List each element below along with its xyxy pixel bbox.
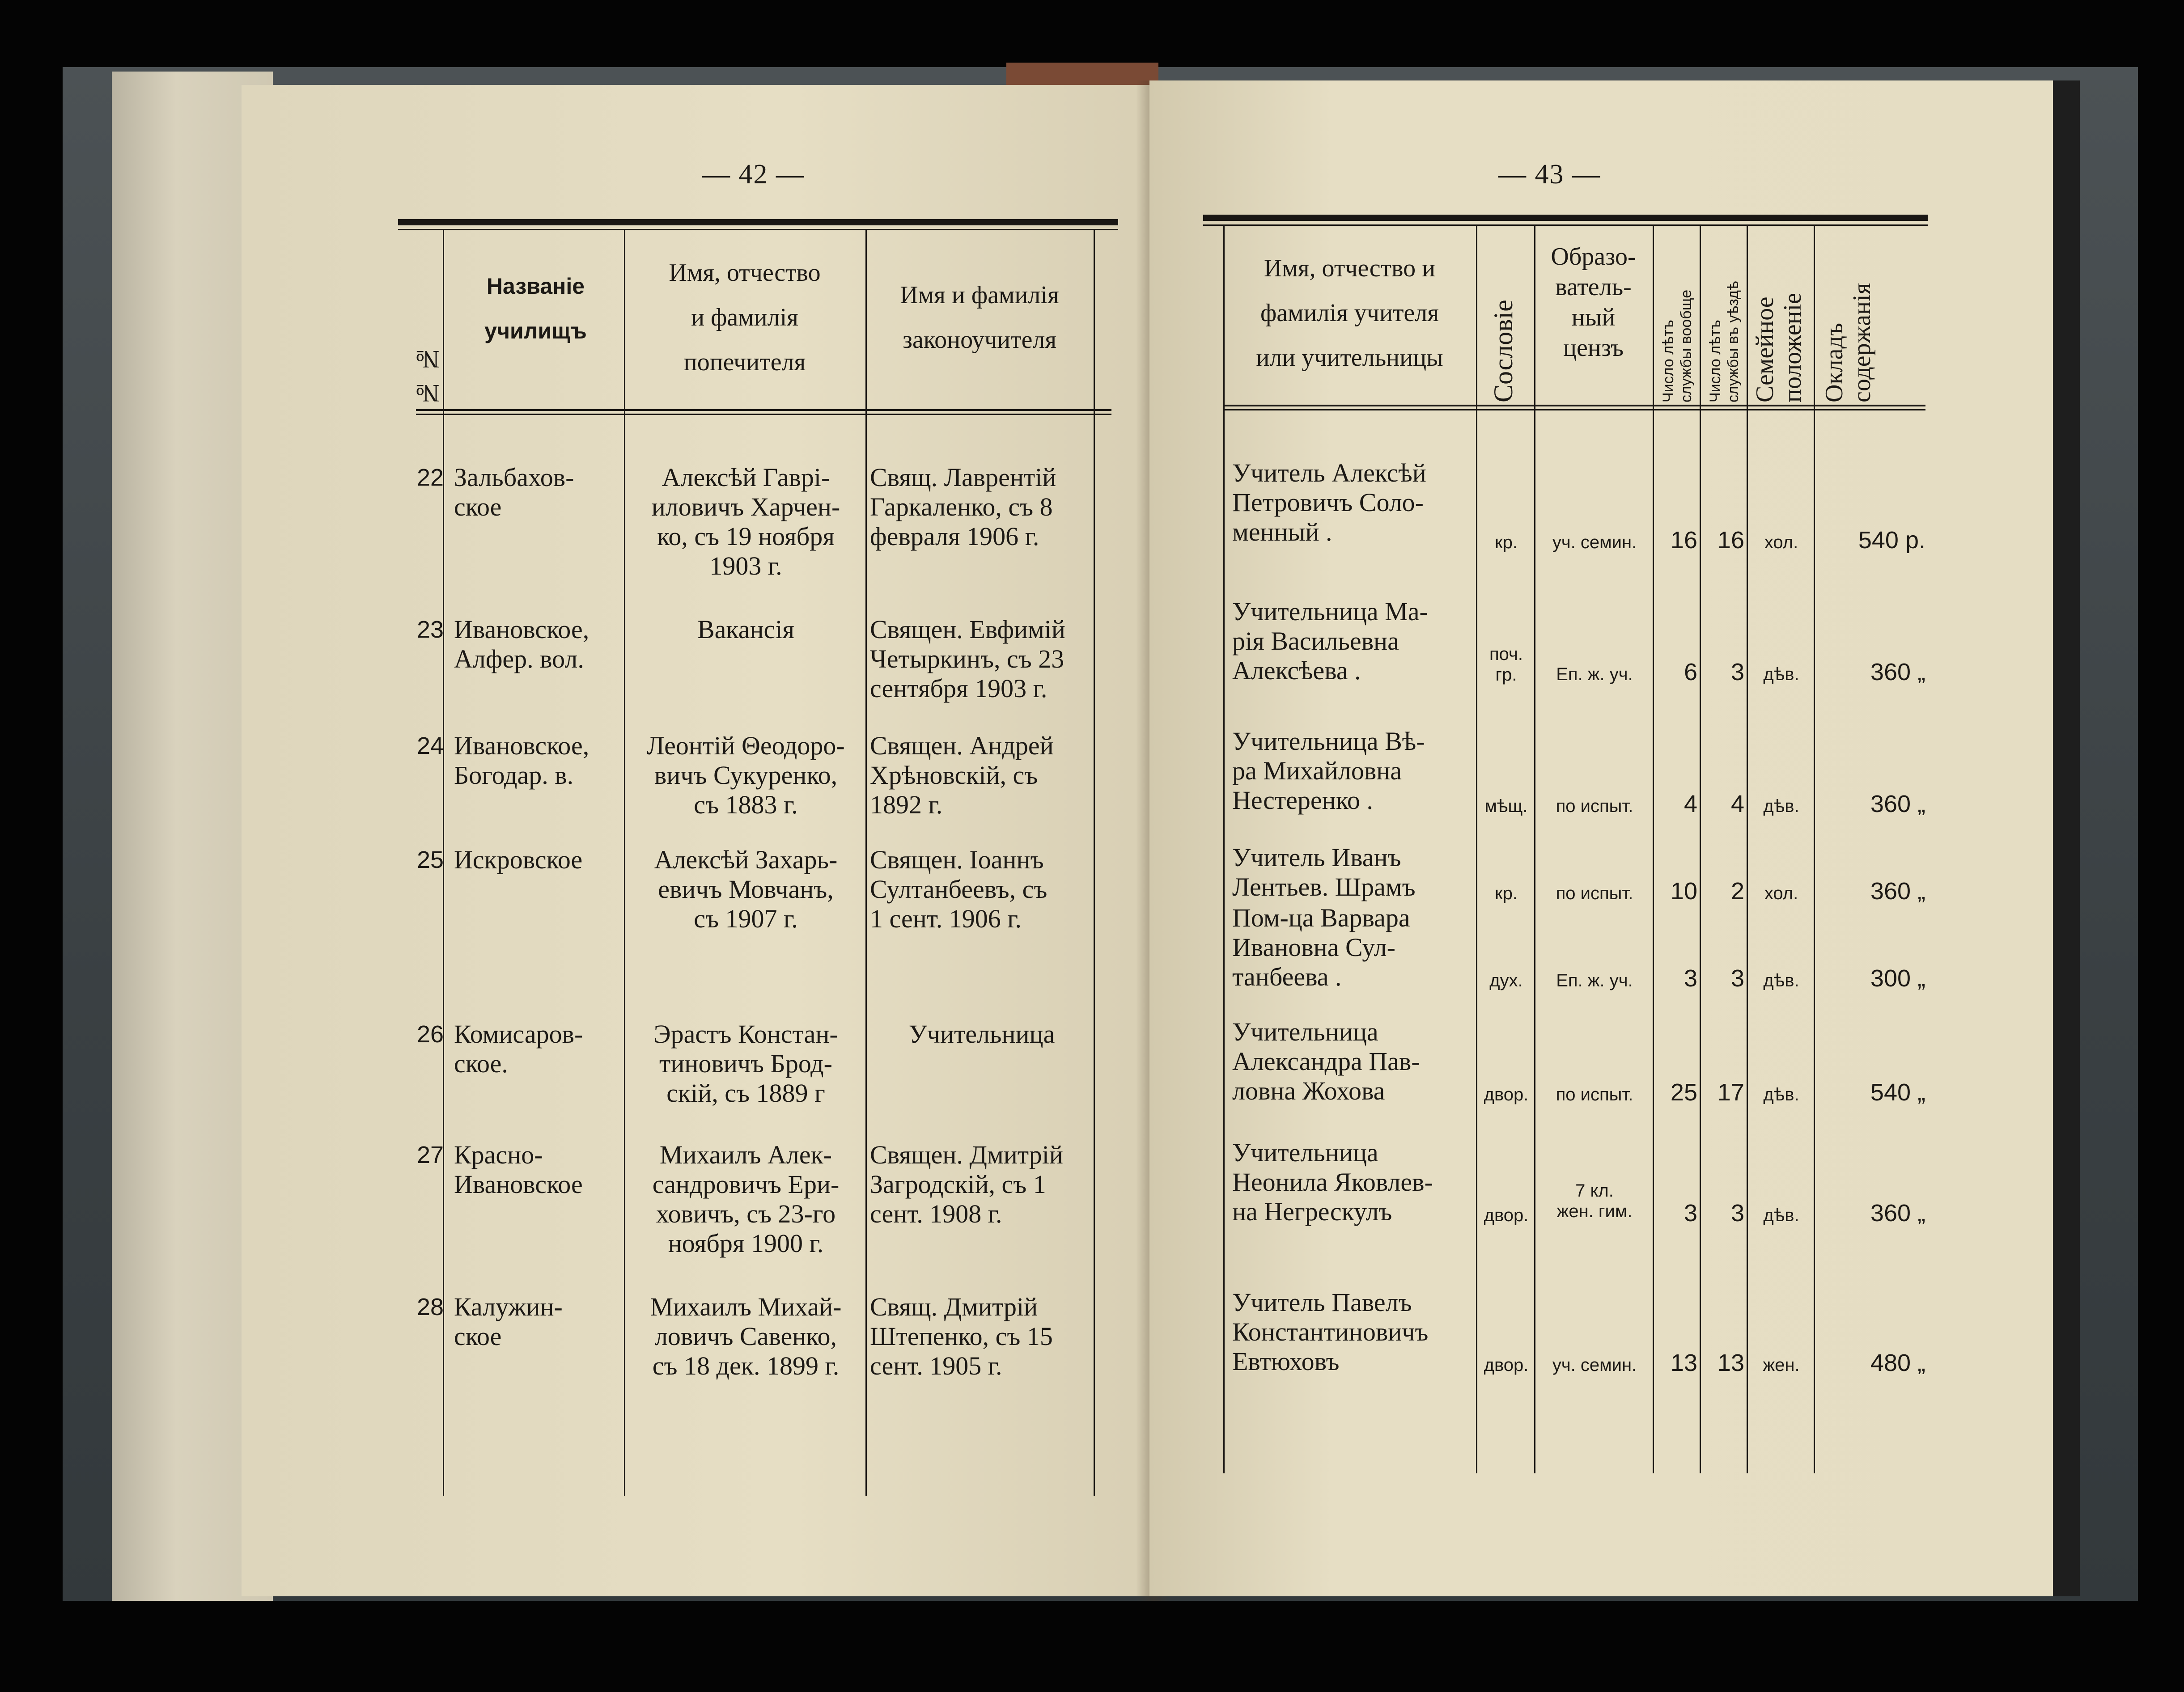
school-name: Калужин- ское: [454, 1292, 563, 1351]
years-district: 3: [1730, 1200, 1744, 1227]
estate: дух.: [1489, 971, 1523, 990]
column-divider: [865, 230, 867, 1496]
years-district: 17: [1717, 1079, 1744, 1106]
header-teacher: Имя, отчество и фамилія учителя или учительницы: [1256, 254, 1443, 372]
family-status: дѣв.: [1763, 971, 1799, 990]
education: по испыт.: [1556, 1085, 1633, 1104]
school-name: Искровское: [454, 845, 583, 874]
trustee-name: Алексѣй Гаврі- иловичъ Харчен- ко, съ 19 ноября 1903 г.: [651, 463, 840, 580]
estate: мѣщ.: [1484, 796, 1528, 816]
priest-name: Свящ. Дмитрій Штепенко, съ 15 сент. 1905 г.: [870, 1292, 1053, 1380]
years-total: 4: [1684, 791, 1697, 817]
years-district: 16: [1717, 527, 1744, 554]
row-number: 22: [417, 464, 444, 491]
years-total: 3: [1684, 965, 1697, 992]
page-number-left: — 42 —: [702, 159, 805, 190]
priest-name: Учительница: [908, 1019, 1055, 1049]
row-number: 23: [417, 616, 444, 643]
family-status: дѣв.: [1763, 796, 1799, 816]
left-page: [242, 85, 1154, 1596]
years-total: 10: [1670, 878, 1697, 905]
salary: 540 р.: [1858, 527, 1925, 554]
header-estate: Сословіе: [1489, 300, 1518, 402]
estate: кр.: [1495, 533, 1518, 552]
teacher-name: Учительница Александра Пав- ловна Жохова: [1232, 1017, 1420, 1105]
education: 7 кл. жен. гим.: [1556, 1181, 1633, 1221]
column-divider: [624, 230, 625, 1496]
header-years-district: Число лѣтъ службы въ уѣздѣ: [1707, 281, 1742, 402]
trustee-name: Леонтій Θеодоро- вичъ Сукуренко, съ 1883 г.: [647, 731, 845, 819]
estate: двор.: [1484, 1085, 1529, 1104]
header-trustee: Имя, отчество и фамилія попечителя: [669, 259, 821, 376]
priest-name: Священ. Андрей Хрѣновскій, съ 1892 г.: [870, 731, 1054, 819]
teacher-name: Учитель Иванъ Лентьев. Шрамъ: [1232, 843, 1416, 901]
priest-name: Священ. Іоаннъ Султанбеевъ, съ 1 сент. 1906 г.: [870, 845, 1047, 933]
years-total: 13: [1670, 1349, 1697, 1376]
priest-name: Священ. Евфимій Четыркинъ, съ 23 сентября 1903 г.: [870, 615, 1065, 703]
estate: поч. гр.: [1489, 644, 1523, 685]
priest-name: Свящ. Лаврентій Гаркаленко, съ 8 февраля 1906 г.: [870, 463, 1056, 551]
salary: 360 „: [1870, 1200, 1925, 1227]
teacher-name: Пом-ца Варвара Ивановна Сул- танбеева .: [1232, 903, 1410, 991]
header-education: Образо- ватель- ный цензъ: [1551, 243, 1636, 362]
column-divider: [1476, 226, 1477, 1473]
header-bottom-thin-rule: [1223, 409, 1925, 410]
trustee-name: Алексѣй Захарь- евичъ Мовчанъ, съ 1907 г.: [654, 845, 838, 933]
school-name: Комисаров- ское.: [454, 1019, 583, 1078]
column-divider: [1814, 226, 1815, 1473]
education: уч. семин.: [1552, 1355, 1637, 1375]
education: по испыт.: [1556, 796, 1633, 816]
years-total: 16: [1670, 527, 1697, 554]
salary: 480 „: [1870, 1349, 1925, 1376]
family-status: хол.: [1764, 884, 1798, 903]
priest-name: Священ. Дмитрій Загродскій, съ 1 сент. 1908 г.: [870, 1140, 1063, 1228]
header-number: № №: [414, 345, 441, 407]
column-divider: [1223, 226, 1225, 1473]
header-years-total: Число лѣтъ службы вообще: [1660, 289, 1695, 402]
years-district: 3: [1730, 965, 1744, 992]
education: уч. семин.: [1552, 533, 1637, 552]
years-total: 25: [1670, 1079, 1697, 1106]
header-bottom-rule: [1223, 405, 1925, 406]
family-status: дѣв.: [1763, 1206, 1799, 1225]
estate: кр.: [1495, 884, 1518, 903]
column-divider: [1534, 226, 1535, 1473]
trustee-name: Эрастъ Констан- тиновичъ Брод- скій, съ 1889 г: [653, 1019, 838, 1108]
header-bottom-thin-rule: [416, 414, 1111, 415]
years-district: 3: [1730, 659, 1744, 685]
years-total: 3: [1684, 1200, 1697, 1227]
years-district: 4: [1730, 791, 1744, 817]
table-top-thin-rule: [1203, 224, 1928, 226]
salary: 360 „: [1870, 659, 1925, 685]
column-divider: [1094, 230, 1095, 1496]
row-number: 26: [417, 1021, 444, 1048]
salary: 300 „: [1870, 965, 1925, 992]
family-status: дѣв.: [1763, 664, 1799, 684]
trustee-name: Михаилъ Алек- сандровичъ Ери- ховичъ, съ 23-го ноября 1900 г.: [652, 1140, 840, 1258]
page-edge-right: [2053, 80, 2080, 1596]
table-top-rule: [398, 219, 1118, 225]
teacher-name: Учитель Павелъ Константиновичъ Евтюховъ: [1232, 1288, 1429, 1376]
trustee-name: Вакансія: [697, 615, 795, 644]
salary: 360 „: [1870, 878, 1925, 905]
page-number-right: — 43 —: [1498, 159, 1601, 190]
trustee-name: Михаилъ Михай- ловичъ Савенко, съ 18 дек. 1899 г.: [650, 1292, 842, 1380]
table-top-rule: [1203, 215, 1928, 221]
salary: 360 „: [1870, 791, 1925, 817]
education: Еп. ж. уч.: [1556, 971, 1633, 990]
column-divider: [1700, 226, 1701, 1473]
column-divider: [1747, 226, 1748, 1473]
teacher-name: Учитель Алексѣй Петровичъ Соло- менный .: [1232, 458, 1426, 546]
row-number: 25: [417, 846, 444, 873]
estate: двор.: [1484, 1355, 1529, 1375]
family-status: хол.: [1764, 533, 1798, 552]
school-name: Красно- Ивановское: [454, 1140, 583, 1199]
header-salary: Окладъ содержанія: [1820, 283, 1876, 402]
table-top-thin-rule: [398, 229, 1118, 230]
row-number: 27: [417, 1142, 444, 1168]
family-status: дѣв.: [1763, 1085, 1799, 1104]
teacher-name: Учительница Неонила Яковлев- на Негрескулъ: [1232, 1138, 1433, 1226]
school-name: Ивановское, Алфер. вол.: [454, 615, 589, 673]
row-number: 28: [417, 1294, 444, 1320]
row-number: 24: [417, 732, 444, 759]
right-page: [1149, 80, 2071, 1596]
school-name: Зальбахов- ское: [454, 463, 574, 521]
header-family: Семейное положеніе: [1751, 293, 1807, 402]
years-district: 13: [1717, 1349, 1744, 1376]
header-bottom-rule: [416, 409, 1111, 411]
school-name: Ивановское, Богодар. в.: [454, 731, 589, 790]
education: Еп. ж. уч.: [1556, 664, 1633, 684]
years-total: 6: [1684, 659, 1697, 685]
header-school: Названіе училищъ: [484, 274, 587, 343]
salary: 540 „: [1870, 1079, 1925, 1106]
family-status: жен.: [1763, 1355, 1800, 1375]
years-district: 2: [1730, 878, 1744, 905]
teacher-name: Учительница Ма- рія Васильевна Алексѣева .: [1232, 597, 1428, 685]
estate: двор.: [1484, 1206, 1529, 1225]
teacher-name: Учительница Вѣ- ра Михайловна Нестеренко .: [1232, 727, 1425, 815]
education: по испыт.: [1556, 884, 1633, 903]
header-priest: Имя и фамилія законоучителя: [900, 281, 1059, 354]
column-divider: [1653, 226, 1654, 1473]
